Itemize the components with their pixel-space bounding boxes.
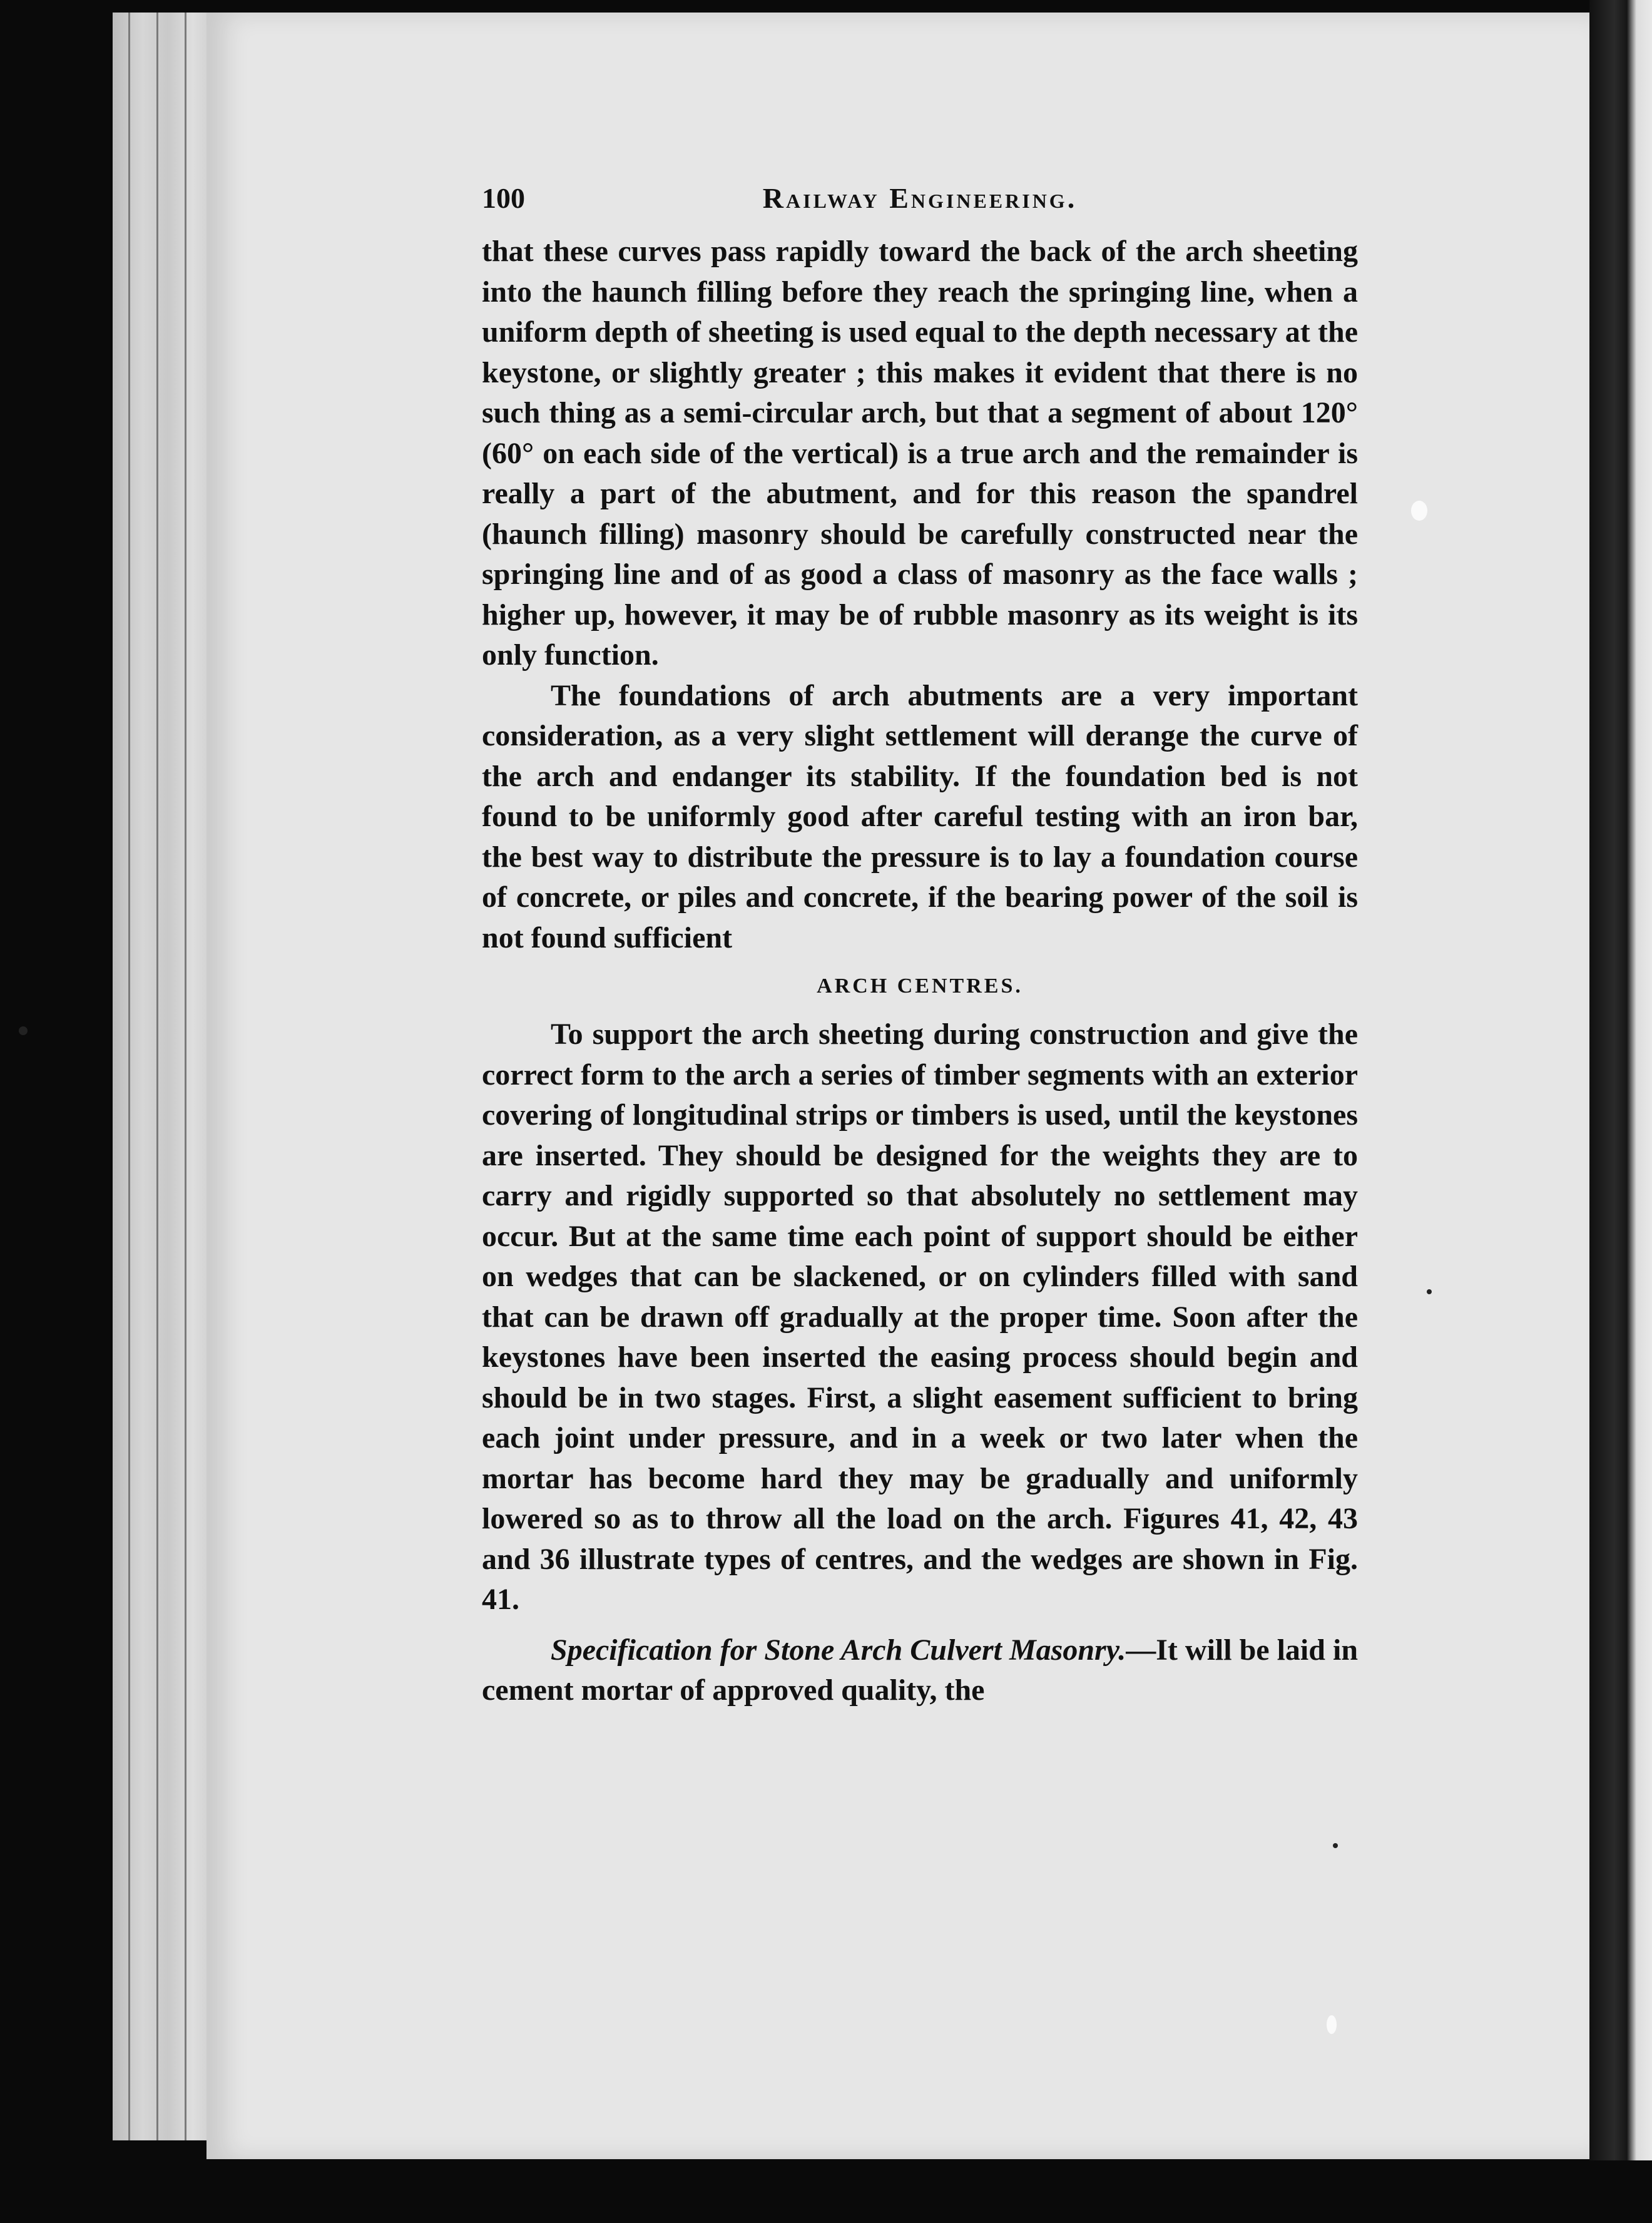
paragraph-specification [482,1630,1358,1711]
section-heading: ARCH CENTRES. [817,974,1023,998]
paragraph-foundations: The foundations of arch abutments are a very important consideration, as a very slight settlement will derange the curve of the arch and endanger its stability. If the foundation bed is not found to be uniformly good after careful testing with an iron bar, the best way to distribute the pressure is to lay a foundation course of concrete, or piles and concrete, if the bearing power of the soil is not found sufficient [482,678,1358,954]
running-title: Railway Engineering. [762,182,1078,214]
bottom-border [0,2160,1652,2223]
right-gutter [1589,0,1652,2223]
paragraph-continued: that these curves pass rapidly toward the back of the arch sheeting into the haunch filling before they reach the springing line, when a uniform depth of sheeting is used equal to the depth necessary at the keystone, or slightly greater ; this makes it evident that there is no such thing as a semi-circular arch, but that a segment of about 120° (60° on each side of the vertical) is a true arch and the remainder is really a part of the abutment, and for this reason the spandrel (haunch filling) masonry should be carefully constructed near the springing line and of as good a class of masonry as the face walls ; higher up, however, it may be of rubble masonry as its weight is its only function. [482,235,1358,672]
page-edge-line [128,13,130,2140]
page-edge-line [156,13,158,2140]
scan-speck [1333,1843,1338,1848]
scan-speck [1327,2015,1337,2034]
scan-speck [1427,1289,1432,1294]
page-number: 100 [482,182,525,214]
specification-text: —It will be laid in cement mortar of approved quality, the [482,1633,1359,1707]
running-head [482,181,1358,232]
scan-speck [1411,501,1427,521]
specification-title: Specification for Stone Arch Culvert Masonry. [551,1633,1126,1667]
scan-speck [19,1026,28,1035]
paragraph-arch-centres: To support the arch sheeting during construction and give the correct form to the arch a series of timber segments with an exterior covering of longitudinal strips or timbers is used, until the keystones are inserted. They should be designed for the weights they are to carry and rigidly supported so that absolutely no settlement may occur. But at the same time each point of support should be either on wedges that can be slackened, or on cylinders filled with sand that can be drawn off gradually at the proper time. Soon after the keystones have been inserted the easing process should begin and should be in two stages. First, a slight easement sufficient to bring each joint under pressure, and in a week or two later when the mortar has become hard they may be gradually and uniformly lowered so as to throw all the load on the arch. Figures 41, 42, 43 and 36 illustrate types of centres, and the wedges are shown in Fig. 41. [482,1018,1358,1616]
page-text-block [482,181,1358,1711]
page-edge-line [185,13,186,2140]
